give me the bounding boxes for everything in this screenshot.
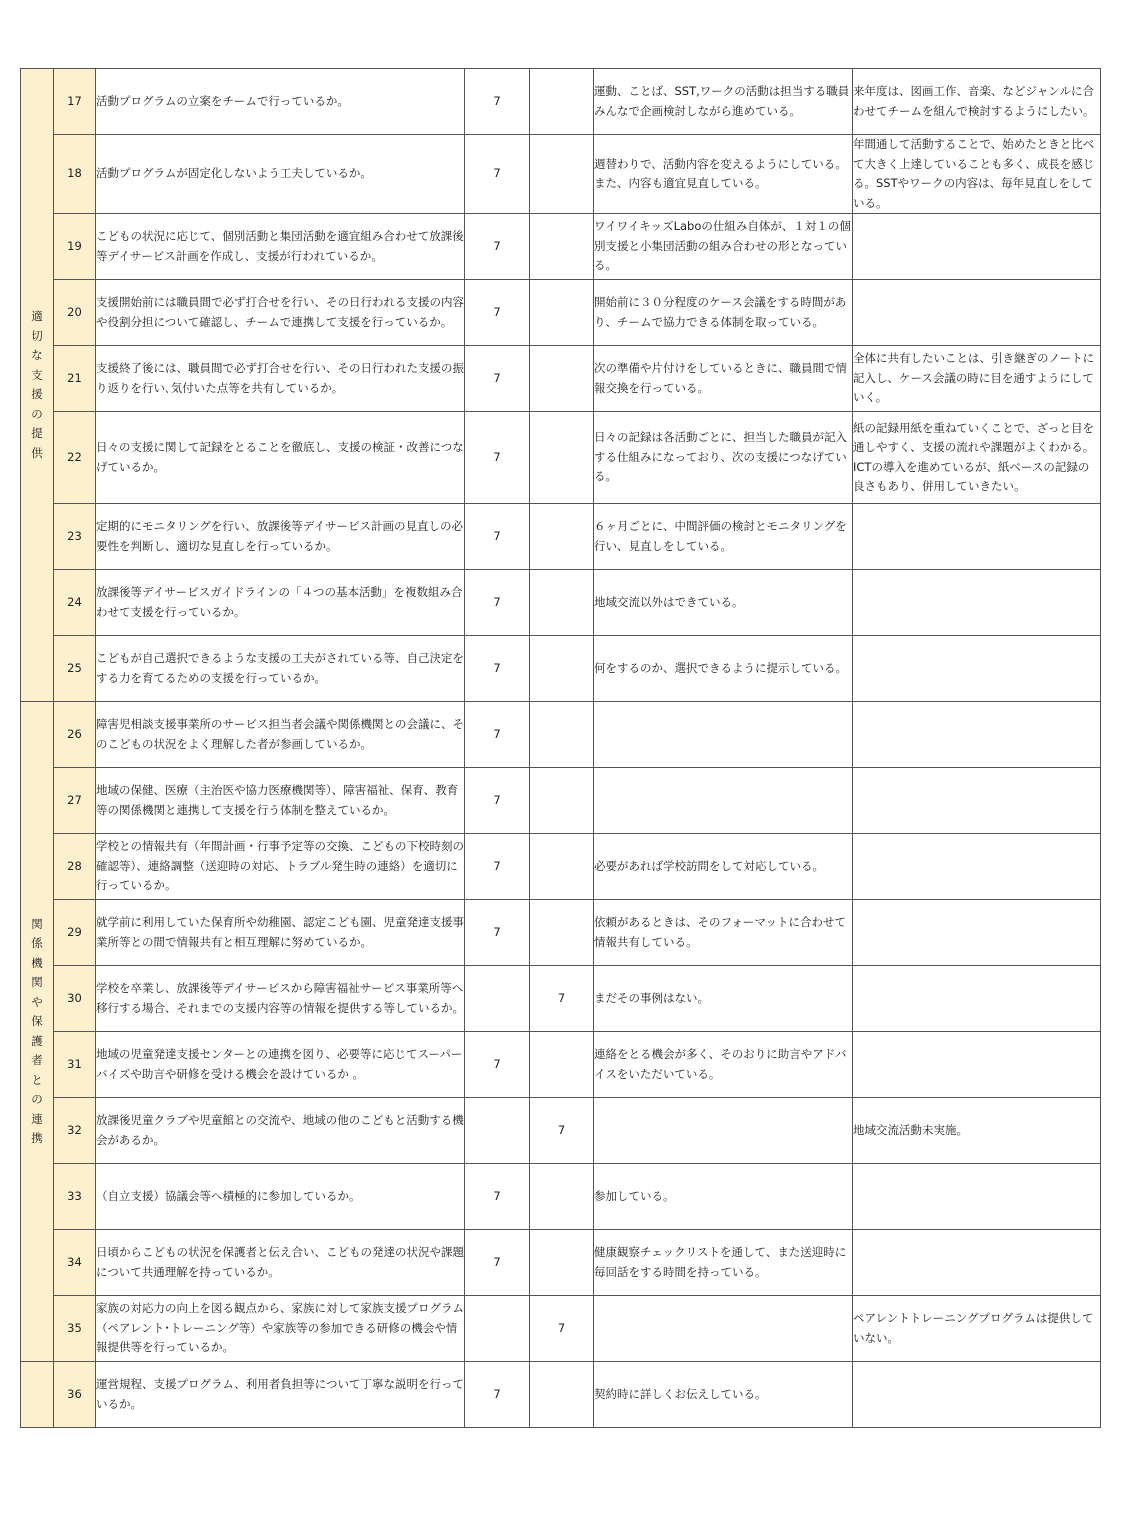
no-count bbox=[530, 135, 594, 214]
status-comment: 健康観察チェックリストを通して、また送迎時に毎回話をする時間を持っている。 bbox=[594, 1230, 853, 1296]
yes-count: 7 bbox=[465, 214, 530, 280]
table-row bbox=[21, 570, 1101, 636]
improvement-plan: 年間通して活動することで、始めたときと比べて大きく上達していることも多く、成長を感じる。SSTやワークの内容は、毎年見直しをしている。 bbox=[853, 135, 1101, 214]
table-row bbox=[21, 1032, 1101, 1098]
improvement-plan: 来年度は、図画工作、音楽、などジャンルに合わせてチームを組んで検討するようにしたい。 bbox=[853, 69, 1101, 135]
item-number: 25 bbox=[54, 636, 96, 702]
yes-count: 7 bbox=[465, 834, 530, 900]
no-count bbox=[530, 900, 594, 966]
improvement-plan bbox=[853, 900, 1101, 966]
status-comment bbox=[594, 768, 853, 834]
item-number: 30 bbox=[54, 966, 96, 1032]
yes-count: 7 bbox=[465, 346, 530, 412]
status-comment: 日々の記録は各活動ごとに、担当した職員が記入する仕組みになっており、次の支援につなげている。 bbox=[594, 412, 853, 504]
status-comment: 運動、ことば、SST,ワークの活動は担当する職員みんなで企画検討しながら進めている。 bbox=[594, 69, 853, 135]
item-number: 33 bbox=[54, 1164, 96, 1230]
question-text: 学校との情報共有（年間計画・行事予定等の交換、こどもの下校時刻の確認等）、連絡調整（送迎時の対応、トラブル発生時の連絡）を適切に行っているか。 bbox=[96, 834, 465, 900]
item-number: 21 bbox=[54, 346, 96, 412]
item-number: 36 bbox=[54, 1362, 96, 1428]
yes-count: 7 bbox=[465, 412, 530, 504]
question-text: 日頃からこどもの状況を保護者と伝え合い、こどもの発達の状況や課題について共通理解を持っているか。 bbox=[96, 1230, 465, 1296]
item-number: 31 bbox=[54, 1032, 96, 1098]
improvement-plan bbox=[853, 214, 1101, 280]
table-row bbox=[21, 1362, 1101, 1428]
improvement-plan bbox=[853, 834, 1101, 900]
item-number: 29 bbox=[54, 900, 96, 966]
yes-count: 7 bbox=[465, 570, 530, 636]
item-number: 20 bbox=[54, 280, 96, 346]
status-comment: 何をするのか、選択できるように提示している。 bbox=[594, 636, 853, 702]
item-number: 24 bbox=[54, 570, 96, 636]
improvement-plan bbox=[853, 1164, 1101, 1230]
question-text: 学校を卒業し、放課後等デイサービスから障害福祉サービス事業所等へ移行する場合、それまでの支援内容等の情報を提供する等しているか。 bbox=[96, 966, 465, 1032]
improvement-plan bbox=[853, 1032, 1101, 1098]
improvement-plan: ペアレントトレーニングプログラムは提供していない。 bbox=[853, 1296, 1101, 1362]
table-row bbox=[21, 346, 1101, 412]
question-text: こどもが自己選択できるような支援の工夫がされている等、自己決定をする力を育てるための支援を行っているか。 bbox=[96, 636, 465, 702]
table-row bbox=[21, 1230, 1101, 1296]
question-text: 運営規程、支援プログラム、利用者負担等について丁寧な説明を行っているか。 bbox=[96, 1362, 465, 1428]
item-number: 27 bbox=[54, 768, 96, 834]
table-row bbox=[21, 966, 1101, 1032]
yes-count: 7 bbox=[465, 702, 530, 768]
table-row bbox=[21, 702, 1101, 768]
yes-count: 7 bbox=[465, 1164, 530, 1230]
yes-count: 7 bbox=[465, 1230, 530, 1296]
question-text: 放課後児童クラブや児童館との交流や、地域の他のこどもと活動する機会があるか。 bbox=[96, 1098, 465, 1164]
status-comment: 契約時に詳しくお伝えしている。 bbox=[594, 1362, 853, 1428]
improvement-plan bbox=[853, 1362, 1101, 1428]
item-number: 26 bbox=[54, 702, 96, 768]
status-comment: 地域交流以外はできている。 bbox=[594, 570, 853, 636]
question-text: 家族の対応力の向上を図る観点から、家族に対して家族支援プログラム（ペアレント･トレーニング等）や家族等の参加できる研修の機会や情報提供等を行っているか。 bbox=[96, 1296, 465, 1362]
yes-count: 7 bbox=[465, 504, 530, 570]
category-label: 関係機関や保護者との連携 bbox=[31, 916, 43, 1145]
no-count bbox=[530, 768, 594, 834]
no-count bbox=[530, 346, 594, 412]
table-row bbox=[21, 214, 1101, 280]
yes-count: 7 bbox=[465, 1362, 530, 1428]
no-count bbox=[530, 570, 594, 636]
question-text: 就学前に利用していた保育所や幼稚園、認定こども園、児童発達支援事業所等との間で情報共有と相互理解に努めているか。 bbox=[96, 900, 465, 966]
status-comment: ６ヶ月ごとに、中間評価の検討とモニタリングを行い、見直しをしている。 bbox=[594, 504, 853, 570]
no-count bbox=[530, 1362, 594, 1428]
question-text: 放課後等デイサービスガイドラインの「４つの基本活動」を複数組み合わせて支援を行っているか。 bbox=[96, 570, 465, 636]
table-body bbox=[21, 69, 1101, 1428]
table-row bbox=[21, 900, 1101, 966]
status-comment: 開始前に３０分程度のケース会議をする時間があり、チームで協力できる体制を取っている。 bbox=[594, 280, 853, 346]
question-text: 日々の支援に関して記録をとることを徹底し、支援の検証・改善につなげているか。 bbox=[96, 412, 465, 504]
improvement-plan bbox=[853, 966, 1101, 1032]
no-count bbox=[530, 834, 594, 900]
item-number: 23 bbox=[54, 504, 96, 570]
question-text: 障害児相談支援事業所のサービス担当者会議や関係機関との会議に、そのこどもの状況をよく理解した者が参画しているか。 bbox=[96, 702, 465, 768]
status-comment: 必要があれば学校訪問をして対応している。 bbox=[594, 834, 853, 900]
improvement-plan bbox=[853, 280, 1101, 346]
improvement-plan bbox=[853, 768, 1101, 834]
no-count bbox=[530, 69, 594, 135]
improvement-plan: 紙の記録用紙を重ねていくことで、ざっと目を通しやすく、支援の流れや課題がよくわかる。ICTの導入を進めているが、紙ベースの記録の良さもあり、併用していきたい。 bbox=[853, 412, 1101, 504]
improvement-plan bbox=[853, 636, 1101, 702]
status-comment bbox=[594, 1296, 853, 1362]
question-text: 活動プログラムが固定化しないよう工夫しているか。 bbox=[96, 135, 465, 214]
status-comment: 依頼があるときは、そのフォーマットに合わせて情報共有している。 bbox=[594, 900, 853, 966]
yes-count bbox=[465, 1098, 530, 1164]
item-number: 22 bbox=[54, 412, 96, 504]
no-count bbox=[530, 1230, 594, 1296]
no-count bbox=[530, 702, 594, 768]
status-comment: まだその事例はない。 bbox=[594, 966, 853, 1032]
no-count bbox=[530, 1164, 594, 1230]
no-count bbox=[530, 1032, 594, 1098]
improvement-plan: 地域交流活動未実施。 bbox=[853, 1098, 1101, 1164]
no-count bbox=[530, 214, 594, 280]
item-number: 35 bbox=[54, 1296, 96, 1362]
yes-count: 7 bbox=[465, 135, 530, 214]
question-text: 地域の児童発達支援センターとの連携を図り、必要等に応じてスーパーバイズや助言や研修を受ける機会を設けているか 。 bbox=[96, 1032, 465, 1098]
improvement-plan bbox=[853, 1230, 1101, 1296]
improvement-plan bbox=[853, 570, 1101, 636]
category-cell bbox=[21, 1362, 54, 1428]
category-cell bbox=[21, 69, 54, 702]
question-text: （自立支援）協議会等へ積極的に参加しているか。 bbox=[96, 1164, 465, 1230]
no-count: 7 bbox=[530, 1098, 594, 1164]
item-number: 28 bbox=[54, 834, 96, 900]
no-count: 7 bbox=[530, 1296, 594, 1362]
question-text: 活動プログラムの立案をチームで行っているか。 bbox=[96, 69, 465, 135]
item-number: 32 bbox=[54, 1098, 96, 1164]
table-row bbox=[21, 504, 1101, 570]
table-row bbox=[21, 1164, 1101, 1230]
question-text: 支援開始前には職員間で必ず打合せを行い、その日行われる支援の内容や役割分担について確認し、チームで連携して支援を行っているか。 bbox=[96, 280, 465, 346]
yes-count bbox=[465, 1296, 530, 1362]
table-row bbox=[21, 834, 1101, 900]
table-row bbox=[21, 636, 1101, 702]
table-row bbox=[21, 768, 1101, 834]
yes-count: 7 bbox=[465, 636, 530, 702]
no-count bbox=[530, 636, 594, 702]
yes-count: 7 bbox=[465, 1032, 530, 1098]
table-row bbox=[21, 1098, 1101, 1164]
status-comment: 連絡をとる機会が多く、そのおりに助言やアドバイスをいただいている。 bbox=[594, 1032, 853, 1098]
table-row bbox=[21, 69, 1101, 135]
status-comment: 次の準備や片付けをしているときに、職員間で情報交換を行っている。 bbox=[594, 346, 853, 412]
item-number: 18 bbox=[54, 135, 96, 214]
no-count: 7 bbox=[530, 966, 594, 1032]
item-number: 19 bbox=[54, 214, 96, 280]
question-text: 支援終了後には、職員間で必ず打合せを行い、その日行われた支援の振り返りを行い､気付いた点等を共有しているか。 bbox=[96, 346, 465, 412]
status-comment bbox=[594, 702, 853, 768]
category-cell bbox=[21, 702, 54, 1362]
question-text: こどもの状況に応じて、個別活動と集団活動を適宜組み合わせて放課後等デイサービス計画を作成し、支援が行われているか。 bbox=[96, 214, 465, 280]
improvement-plan bbox=[853, 504, 1101, 570]
status-comment: 参加している。 bbox=[594, 1164, 853, 1230]
category-label: 適切な支援の提供 bbox=[31, 309, 43, 460]
evaluation-table bbox=[20, 68, 1101, 1428]
improvement-plan bbox=[853, 702, 1101, 768]
item-number: 34 bbox=[54, 1230, 96, 1296]
table-row bbox=[21, 412, 1101, 504]
status-comment bbox=[594, 1098, 853, 1164]
table-row bbox=[21, 280, 1101, 346]
question-text: 定期的にモニタリングを行い、放課後等デイサービス計画の見直しの必要性を判断し、適切な見直しを行っているか。 bbox=[96, 504, 465, 570]
yes-count bbox=[465, 966, 530, 1032]
improvement-plan: 全体に共有したいことは、引き継ぎのノートに記入し、ケース会議の時に目を通すようにしていく。 bbox=[853, 346, 1101, 412]
status-comment: ワイワイキッズLaboの仕組み自体が、１対１の個別支援と小集団活動の組み合わせの形となっている。 bbox=[594, 214, 853, 280]
status-comment: 週替わりで、活動内容を変えるようにしている。また、内容も適宜見直している。 bbox=[594, 135, 853, 214]
no-count bbox=[530, 504, 594, 570]
yes-count: 7 bbox=[465, 69, 530, 135]
table-row bbox=[21, 1296, 1101, 1362]
table-row bbox=[21, 135, 1101, 214]
no-count bbox=[530, 280, 594, 346]
question-text: 地域の保健、医療（主治医や協力医療機関等）、障害福祉、保育、教育等の関係機関と連携して支援を行う体制を整えているか。 bbox=[96, 768, 465, 834]
item-number: 17 bbox=[54, 69, 96, 135]
no-count bbox=[530, 412, 594, 504]
yes-count: 7 bbox=[465, 900, 530, 966]
yes-count: 7 bbox=[465, 768, 530, 834]
yes-count: 7 bbox=[465, 280, 530, 346]
